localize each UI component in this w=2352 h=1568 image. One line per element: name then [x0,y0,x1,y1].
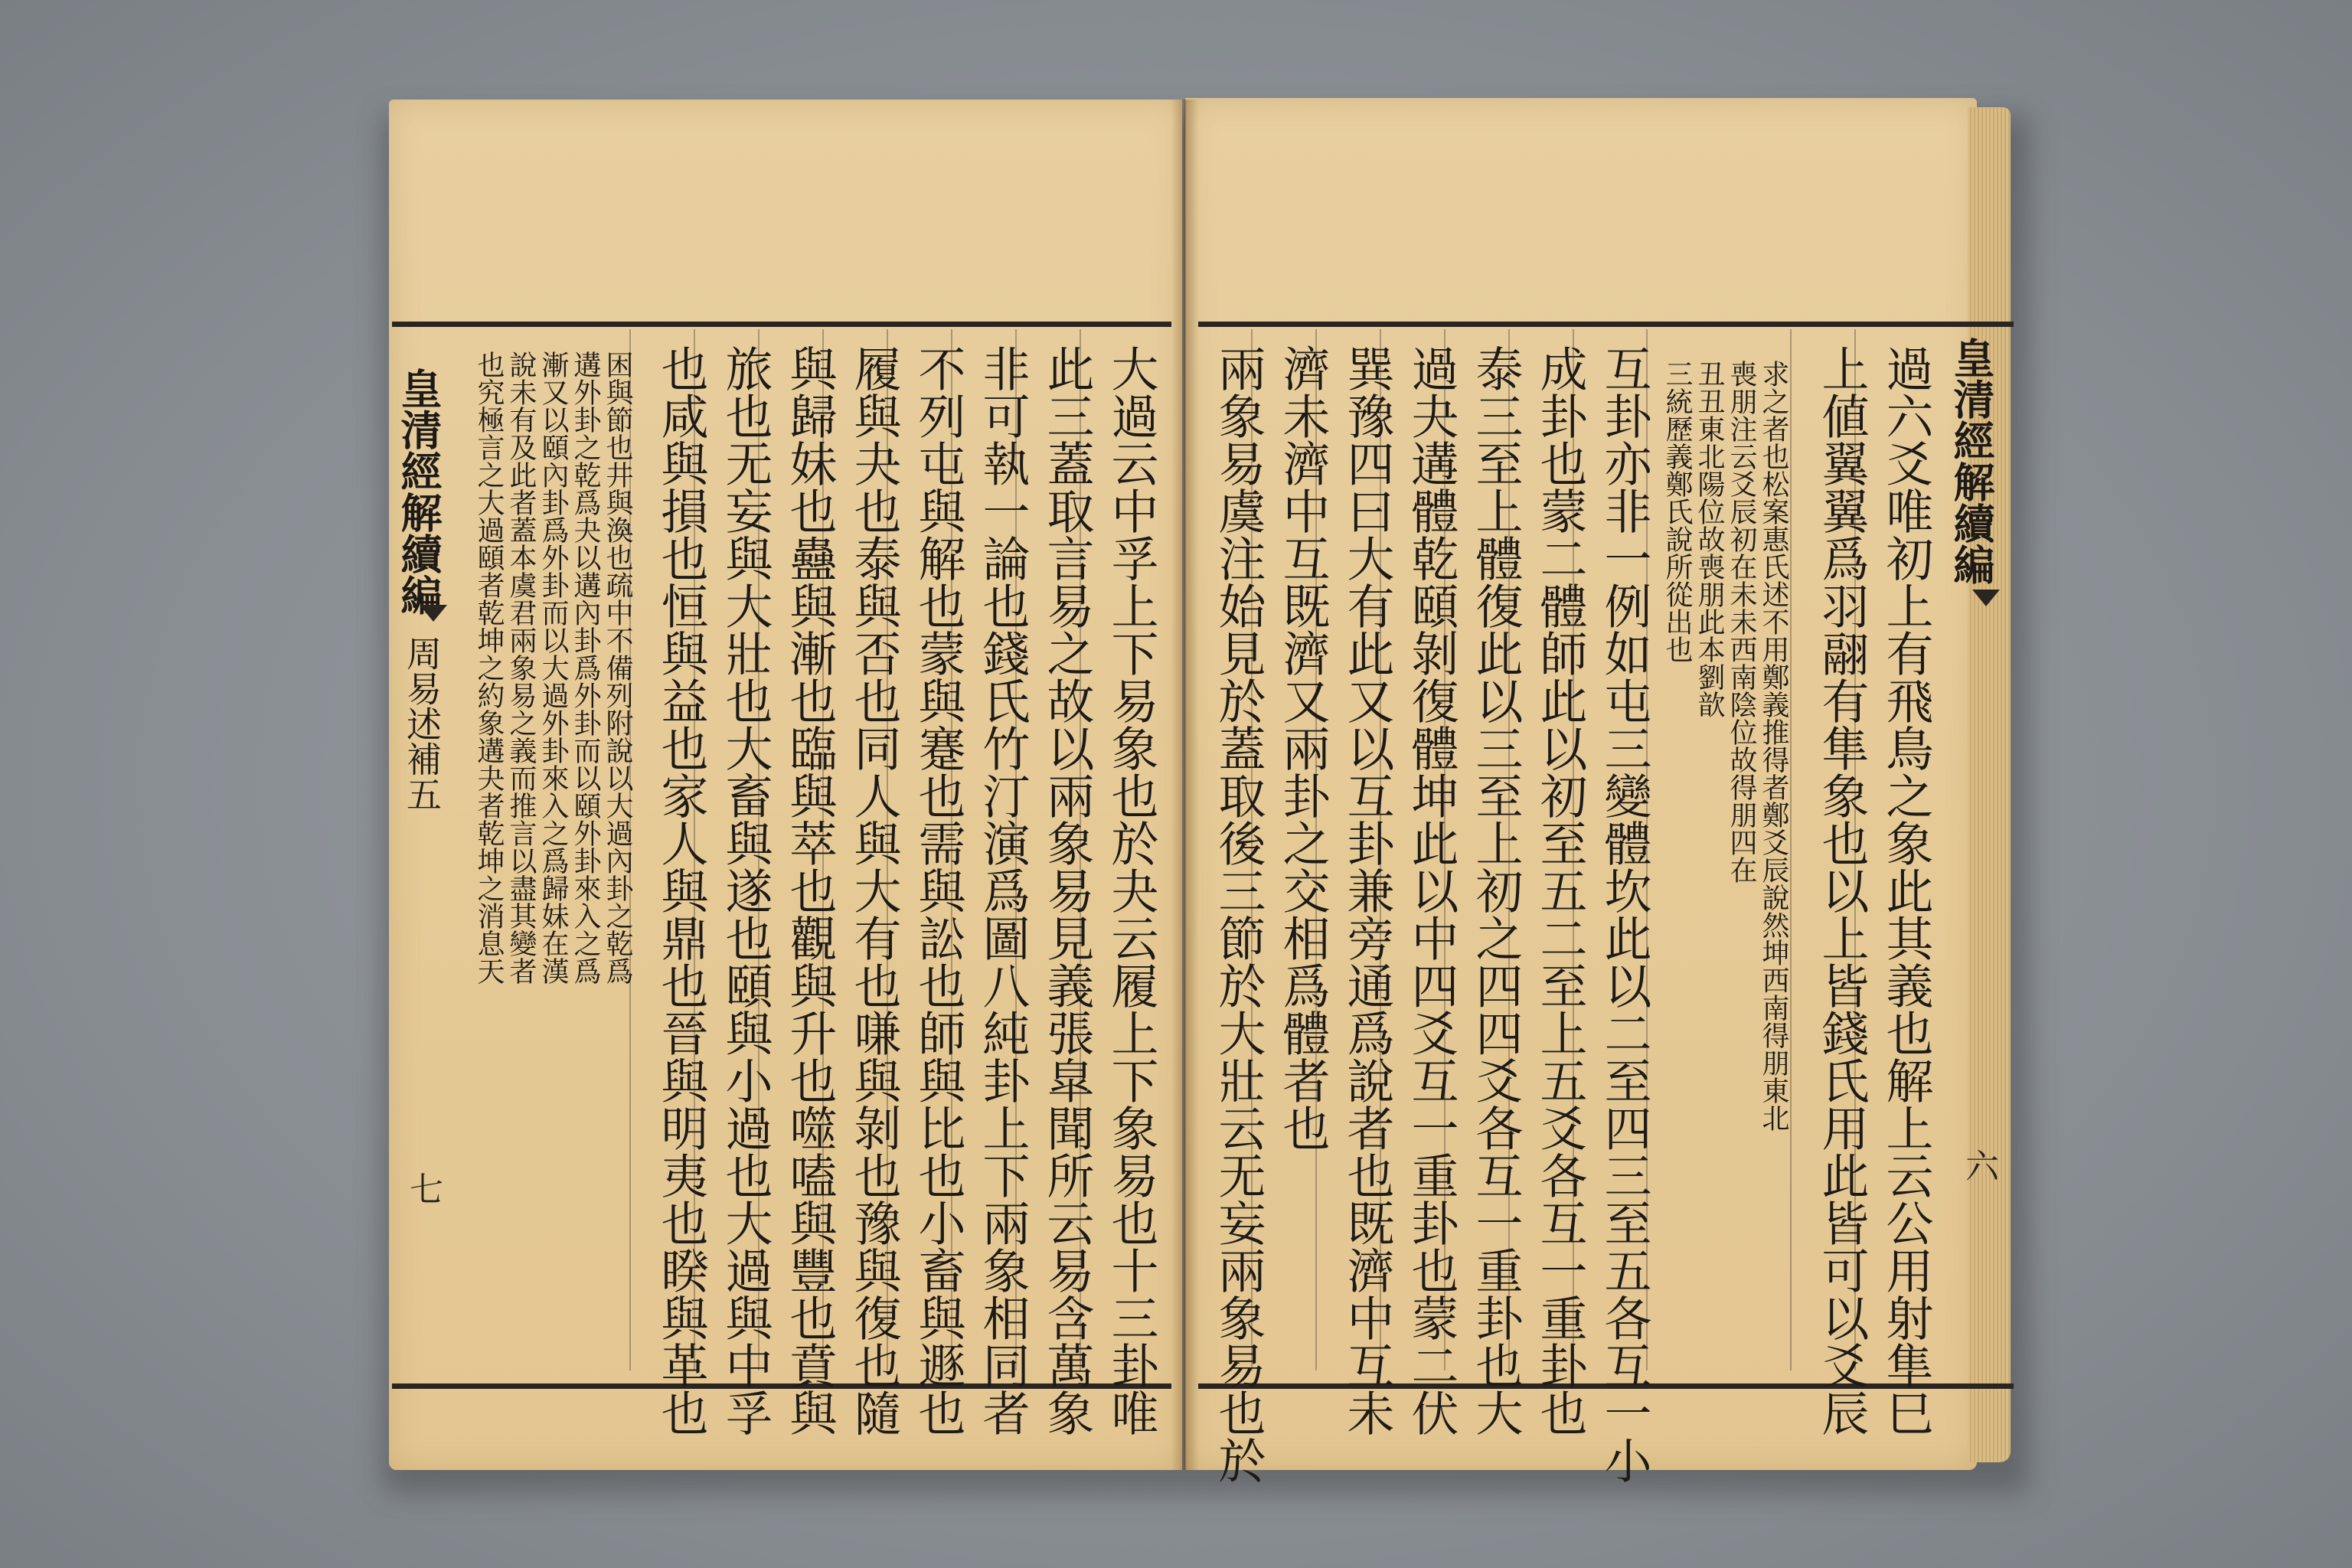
right-column: 丑丑東北陽位故喪朋此本劉歆 [1694,360,1725,718]
left-column: 漸又以頤內卦爲外卦而以大過外卦來入之爲歸妹在漢 [537,351,569,985]
left-margin-folio: 七 [403,1171,443,1205]
left-column: 也咸與損也恒與益也家人與鼎也晉與明夷也睽與革也 [653,345,709,1436]
right-column: 巽豫四曰大有此又以互卦兼旁通爲說者也既濟中互未 [1339,345,1395,1436]
left-column: 與歸妹也蠱與漸也臨與萃也觀與升也噬嗑與豐也賁與 [782,345,838,1436]
left-column: 非可執一論也錢氏竹汀演爲圖八純卦上下兩象相同者 [975,345,1031,1436]
right-column: 濟未濟中互既濟又兩卦之交相爲體者也 [1275,345,1331,1152]
left-column: 履與夬也泰與否也同人與大有也嗛與剝也豫與復也隨 [846,345,902,1436]
right-column: 過夬遘體乾頤剝復體坤此以中四爻互一重卦也蒙二伏 [1403,345,1459,1436]
right-column: 兩象易虞注始見於蓋取後三節於大壯云无妄兩象易也於 [1210,345,1266,1484]
right-fishtail-mark [1972,590,2000,606]
right-column: 上値翼翼爲羽翮有隼象也以上皆錢氏用此皆可以爻辰 [1814,345,1870,1436]
right-margin-title: 皇清經解續編 [1947,337,1996,585]
book-gutter [1171,100,1199,1470]
left-margin-title: 皇清經解續編 [394,368,443,616]
left-column: 困與節也井與渙也疏中不備列附說以大過內卦之乾爲 [602,351,633,985]
right-column: 互卦亦非一例如屯三變體坎此以二至四三至五各互一小 [1596,345,1652,1484]
right-column: 喪朋注云爻辰初在未未西南陰位故得朋四在 [1726,360,1757,884]
left-column: 不列屯與解也蒙與蹇也需與訟也師與比也小畜與遯也 [910,345,966,1436]
left-margin-subtitle: 周易述補五 [401,635,443,812]
right-column: 求之者也松案惠氏述不用鄭義推得者鄭爻辰說然坤西南得朋東北 [1758,360,1789,1132]
left-fishtail-mark [420,605,447,622]
left-column: 此三蓋取言易之故以兩象易見義張皐聞所云易含萬象 [1039,345,1095,1436]
left-column: 也究極言之大過頤者乾坤之約象遘夬者乾坤之消息天 [473,351,505,985]
left-column: 旅也无妄與大壯也大畜與遂也頤與小過也大過與中孚 [717,345,773,1436]
right-column: 過六爻唯初上有飛鳥之象此其義也解上云公用射隼巳 [1878,345,1934,1436]
left-column: 說未有及此者蓋本虞君兩象易之義而推言以盡其變者 [505,351,537,985]
right-column: 泰三至上體復此以三至上初之四四爻各互一重卦也大 [1468,345,1524,1436]
left-column: 大過云中孚上下易象也於夬云履上下象易也十三卦唯 [1103,345,1159,1436]
right-column: 成卦也蒙二體師此以初至五二至上五爻各互一重卦也 [1532,345,1588,1436]
right-margin-folio: 六 [1959,1148,1998,1182]
right-column: 三統歷義鄭氏說所從出也 [1661,360,1693,663]
left-column: 遘外卦之乾爲夬以遘內卦爲外卦而以頤外卦來入之爲 [570,351,601,985]
column-rule [1790,329,1792,1370]
